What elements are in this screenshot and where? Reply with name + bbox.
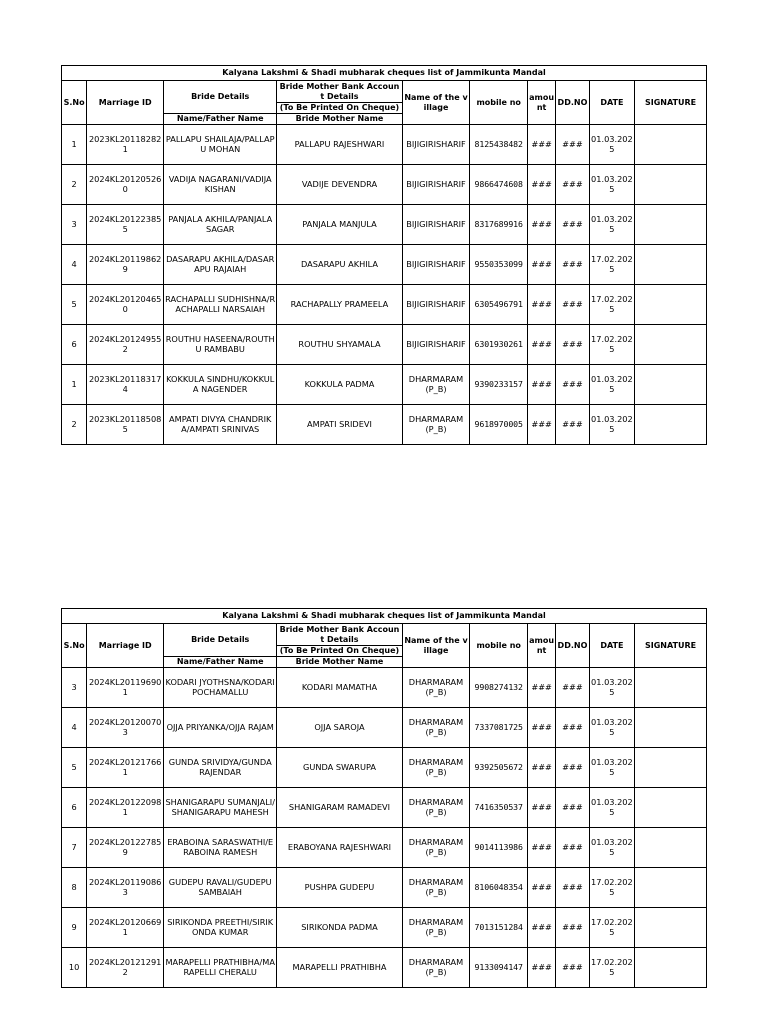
- cell-sno: 9: [62, 908, 87, 948]
- cell-signature: [635, 365, 707, 405]
- cell-date: 01.03.2025: [589, 405, 634, 445]
- header-account-note: (To Be Printed On Cheque): [277, 103, 402, 114]
- cell-signature: [635, 205, 707, 245]
- cell-village: BIJIGIRISHARIF: [402, 125, 470, 165]
- cell-mother-name: AMPATI SRIDEVI: [277, 405, 402, 445]
- cell-ddno: ###: [556, 245, 589, 285]
- header-account: Bride Mother Bank Account Details: [277, 624, 402, 646]
- header-marriage-id: Marriage ID: [87, 81, 164, 125]
- cell-date: 01.03.2025: [589, 165, 634, 205]
- cell-sno: 8: [62, 868, 87, 908]
- table-row: [62, 205, 707, 245]
- cell-amount: ###: [527, 788, 555, 828]
- cell-date: 01.03.2025: [589, 828, 634, 868]
- header-ddno: DD.NO: [556, 81, 589, 125]
- cell-marriage-id: 2024KL201217661: [87, 748, 164, 788]
- cheques-sheet-1: [61, 65, 707, 445]
- cell-mother-name: RACHAPALLY PRAMEELA: [277, 285, 402, 325]
- cell-signature: [635, 788, 707, 828]
- cell-sno: 7: [62, 828, 87, 868]
- cell-amount: ###: [527, 405, 555, 445]
- header-mobile: mobile no: [470, 624, 528, 668]
- cell-ddno: ###: [556, 405, 589, 445]
- table-row: [62, 365, 707, 405]
- cell-sno: 5: [62, 285, 87, 325]
- cell-mother-name: MARAPELLI PRATHIBHA: [277, 948, 402, 988]
- cell-mobile: 6301930261: [470, 325, 528, 365]
- cell-marriage-id: 2024KL201205260: [87, 165, 164, 205]
- cell-bride-name: SIRIKONDA PREETHI/SIRIKONDA KUMAR: [164, 908, 277, 948]
- table-row: [62, 948, 707, 988]
- cell-mobile: 7013151284: [470, 908, 528, 948]
- cell-bride-name: KOKKULA SINDHU/KOKKULA NAGENDER: [164, 365, 277, 405]
- cell-amount: ###: [527, 165, 555, 205]
- header-bride-details: Bride Details: [164, 624, 277, 657]
- cell-date: 17.02.2025: [589, 908, 634, 948]
- table-row: [62, 325, 707, 365]
- cell-date: 17.02.2025: [589, 868, 634, 908]
- cell-date: 01.03.2025: [589, 668, 634, 708]
- header-date: DATE: [589, 624, 634, 668]
- cell-bride-name: MARAPELLI PRATHIBHA/MARAPELLI CHERALU: [164, 948, 277, 988]
- cell-mobile: 9866474608: [470, 165, 528, 205]
- cell-mobile: 9550353099: [470, 245, 528, 285]
- cell-bride-name: AMPATI DIVYA CHANDRIKA/AMPATI SRINIVAS: [164, 405, 277, 445]
- cell-sno: 3: [62, 205, 87, 245]
- cell-date: 01.03.2025: [589, 708, 634, 748]
- cheques-sheet-2: [61, 608, 707, 988]
- cell-date: 01.03.2025: [589, 788, 634, 828]
- cell-sno: 6: [62, 325, 87, 365]
- cheques-table: [61, 608, 707, 988]
- header-marriage-id: Marriage ID: [87, 624, 164, 668]
- table-row: [62, 788, 707, 828]
- cell-ddno: ###: [556, 668, 589, 708]
- cell-sno: 10: [62, 948, 87, 988]
- cell-date: 01.03.2025: [589, 205, 634, 245]
- cell-mother-name: SHANIGARAM RAMADEVI: [277, 788, 402, 828]
- cell-mobile: 9014113986: [470, 828, 528, 868]
- cell-amount: ###: [527, 668, 555, 708]
- cell-mother-name: VADIJE DEVENDRA: [277, 165, 402, 205]
- cell-village: DHARMARAM (P_B): [402, 868, 470, 908]
- header-bride-sub: Name/Father Name: [164, 114, 277, 125]
- cell-mother-name: SIRIKONDA PADMA: [277, 908, 402, 948]
- cell-ddno: ###: [556, 948, 589, 988]
- cell-bride-name: VADIJA NAGARANI/VADIJA KISHAN: [164, 165, 277, 205]
- cell-village: DHARMARAM (P_B): [402, 828, 470, 868]
- cell-marriage-id: 2023KL201182821: [87, 125, 164, 165]
- cell-ddno: ###: [556, 788, 589, 828]
- cell-marriage-id: 2024KL201249552: [87, 325, 164, 365]
- cell-ddno: ###: [556, 908, 589, 948]
- table-row: [62, 245, 707, 285]
- cell-marriage-id: 2024KL201200703: [87, 708, 164, 748]
- table-row: [62, 828, 707, 868]
- cell-mobile: 8106048354: [470, 868, 528, 908]
- cell-date: 01.03.2025: [589, 365, 634, 405]
- cell-mobile: 6305496791: [470, 285, 528, 325]
- table-row: [62, 908, 707, 948]
- cell-marriage-id: 2024KL201196901: [87, 668, 164, 708]
- cell-sno: 2: [62, 165, 87, 205]
- cell-sno: 2: [62, 405, 87, 445]
- cell-amount: ###: [527, 205, 555, 245]
- cell-village: DHARMARAM (P_B): [402, 908, 470, 948]
- cell-village: BIJIGIRISHARIF: [402, 165, 470, 205]
- table-row: [62, 405, 707, 445]
- cell-marriage-id: 2024KL201223855: [87, 205, 164, 245]
- cell-village: DHARMARAM (P_B): [402, 668, 470, 708]
- table-row: [62, 708, 707, 748]
- cell-marriage-id: 2023KL201183174: [87, 365, 164, 405]
- cell-amount: ###: [527, 285, 555, 325]
- header-ddno: DD.NO: [556, 624, 589, 668]
- cell-mobile: 9908274132: [470, 668, 528, 708]
- cell-marriage-id: 2024KL201220981: [87, 788, 164, 828]
- cell-mother-name: PUSHPA GUDEPU: [277, 868, 402, 908]
- cell-amount: ###: [527, 948, 555, 988]
- cell-bride-name: DASARAPU AKHILA/DASARAPU RAJAIAH: [164, 245, 277, 285]
- table-row: [62, 868, 707, 908]
- cell-mother-name: KODARI MAMATHA: [277, 668, 402, 708]
- cell-bride-name: ROUTHU HASEENA/ROUTHU RAMBABU: [164, 325, 277, 365]
- cell-village: DHARMARAM (P_B): [402, 405, 470, 445]
- cell-village: DHARMARAM (P_B): [402, 708, 470, 748]
- table-title: Kalyana Lakshmi & Shadi mubharak cheques list of Jammikunta Mandal: [62, 609, 707, 624]
- header-account-sub: Bride Mother Name: [277, 114, 402, 125]
- cell-signature: [635, 828, 707, 868]
- cell-marriage-id: 2024KL201204650: [87, 285, 164, 325]
- cell-mobile: 8125438482: [470, 125, 528, 165]
- cell-amount: ###: [527, 365, 555, 405]
- cell-signature: [635, 908, 707, 948]
- cell-signature: [635, 325, 707, 365]
- cell-sno: 1: [62, 365, 87, 405]
- cell-bride-name: GUNDA SRIVIDYA/GUNDA RAJENDAR: [164, 748, 277, 788]
- cell-amount: ###: [527, 828, 555, 868]
- cell-amount: ###: [527, 708, 555, 748]
- cell-signature: [635, 165, 707, 205]
- header-bride-details: Bride Details: [164, 81, 277, 114]
- header-account-sub: Bride Mother Name: [277, 657, 402, 668]
- cell-village: BIJIGIRISHARIF: [402, 285, 470, 325]
- cell-ddno: ###: [556, 708, 589, 748]
- cell-village: BIJIGIRISHARIF: [402, 245, 470, 285]
- cell-amount: ###: [527, 245, 555, 285]
- cell-ddno: ###: [556, 125, 589, 165]
- cell-signature: [635, 748, 707, 788]
- header-account-note: (To Be Printed On Cheque): [277, 646, 402, 657]
- cell-ddno: ###: [556, 365, 589, 405]
- header-sno: S.No: [62, 624, 87, 668]
- cell-signature: [635, 708, 707, 748]
- cell-ddno: ###: [556, 748, 589, 788]
- cell-mother-name: PALLAPU RAJESHWARI: [277, 125, 402, 165]
- cell-ddno: ###: [556, 165, 589, 205]
- header-village: Name of the village: [402, 624, 470, 668]
- cell-date: 01.03.2025: [589, 748, 634, 788]
- cell-signature: [635, 285, 707, 325]
- cell-sno: 4: [62, 708, 87, 748]
- header-signature: SIGNATURE: [635, 81, 707, 125]
- cell-marriage-id: 2024KL201198629: [87, 245, 164, 285]
- cell-ddno: ###: [556, 325, 589, 365]
- cell-village: DHARMARAM (P_B): [402, 788, 470, 828]
- cell-mother-name: ROUTHU SHYAMALA: [277, 325, 402, 365]
- header-sno: S.No: [62, 81, 87, 125]
- cell-date: 17.02.2025: [589, 245, 634, 285]
- cell-ddno: ###: [556, 868, 589, 908]
- cell-mother-name: KOKKULA PADMA: [277, 365, 402, 405]
- cell-marriage-id: 2024KL201227859: [87, 828, 164, 868]
- table-row: [62, 748, 707, 788]
- table-title: Kalyana Lakshmi & Shadi mubharak cheques list of Jammikunta Mandal: [62, 66, 707, 81]
- table-row: [62, 165, 707, 205]
- header-date: DATE: [589, 81, 634, 125]
- cell-bride-name: KODARI JYOTHSNA/KODARI POCHAMALLU: [164, 668, 277, 708]
- cell-village: BIJIGIRISHARIF: [402, 205, 470, 245]
- cell-village: DHARMARAM (P_B): [402, 748, 470, 788]
- cell-mobile: 9392505672: [470, 748, 528, 788]
- table-row: [62, 668, 707, 708]
- cell-bride-name: ERABOINA SARASWATHI/ERABOINA RAMESH: [164, 828, 277, 868]
- table-body: [62, 125, 707, 445]
- cell-bride-name: SHANIGARAPU SUMANJALI/SHANIGARAPU MAHESH: [164, 788, 277, 828]
- cell-amount: ###: [527, 748, 555, 788]
- cell-signature: [635, 668, 707, 708]
- cell-date: 17.02.2025: [589, 325, 634, 365]
- cell-signature: [635, 868, 707, 908]
- cell-mobile: 9133094147: [470, 948, 528, 988]
- header-bride-sub: Name/Father Name: [164, 657, 277, 668]
- header-village: Name of the village: [402, 81, 470, 125]
- cell-date: 17.02.2025: [589, 948, 634, 988]
- table-row: [62, 285, 707, 325]
- cell-amount: ###: [527, 908, 555, 948]
- cell-signature: [635, 948, 707, 988]
- cell-mother-name: GUNDA SWARUPA: [277, 748, 402, 788]
- header-mobile: mobile no: [470, 81, 528, 125]
- cell-bride-name: PALLAPU SHAILAJA/PALLAPU MOHAN: [164, 125, 277, 165]
- cell-mobile: 7416350537: [470, 788, 528, 828]
- cell-ddno: ###: [556, 205, 589, 245]
- cell-mobile: 7337081725: [470, 708, 528, 748]
- cell-date: 17.02.2025: [589, 285, 634, 325]
- cell-bride-name: OJJA PRIYANKA/OJJA RAJAM: [164, 708, 277, 748]
- cell-date: 01.03.2025: [589, 125, 634, 165]
- table-row: [62, 125, 707, 165]
- header-signature: SIGNATURE: [635, 624, 707, 668]
- cell-village: DHARMARAM (P_B): [402, 948, 470, 988]
- cell-village: DHARMARAM (P_B): [402, 365, 470, 405]
- cheques-table: [61, 65, 707, 445]
- cell-amount: ###: [527, 125, 555, 165]
- cell-mobile: 9618970005: [470, 405, 528, 445]
- header-account: Bride Mother Bank Account Details: [277, 81, 402, 103]
- cell-signature: [635, 405, 707, 445]
- cell-sno: 3: [62, 668, 87, 708]
- cell-sno: 6: [62, 788, 87, 828]
- cell-marriage-id: 2024KL201190863: [87, 868, 164, 908]
- cell-mother-name: DASARAPU AKHILA: [277, 245, 402, 285]
- cell-bride-name: GUDEPU RAVALI/GUDEPU SAMBAIAH: [164, 868, 277, 908]
- cell-village: BIJIGIRISHARIF: [402, 325, 470, 365]
- cell-mobile: 9390233157: [470, 365, 528, 405]
- cell-signature: [635, 125, 707, 165]
- cell-mother-name: OJJA SAROJA: [277, 708, 402, 748]
- cell-marriage-id: 2023KL201185085: [87, 405, 164, 445]
- header-amount: amount: [527, 81, 555, 125]
- cell-sno: 1: [62, 125, 87, 165]
- table-body: [62, 668, 707, 988]
- cell-ddno: ###: [556, 285, 589, 325]
- cell-signature: [635, 245, 707, 285]
- cell-sno: 5: [62, 748, 87, 788]
- cell-bride-name: PANJALA AKHILA/PANJALA SAGAR: [164, 205, 277, 245]
- cell-amount: ###: [527, 325, 555, 365]
- cell-bride-name: RACHAPALLI SUDHISHNA/RACHAPALLI NARSAIAH: [164, 285, 277, 325]
- header-amount: amount: [527, 624, 555, 668]
- cell-sno: 4: [62, 245, 87, 285]
- cell-marriage-id: 2024KL201212912: [87, 948, 164, 988]
- cell-mother-name: ERABOYANA RAJESHWARI: [277, 828, 402, 868]
- cell-ddno: ###: [556, 828, 589, 868]
- cell-marriage-id: 2024KL201206691: [87, 908, 164, 948]
- cell-mobile: 8317689916: [470, 205, 528, 245]
- cell-mother-name: PANJALA MANJULA: [277, 205, 402, 245]
- cell-amount: ###: [527, 868, 555, 908]
